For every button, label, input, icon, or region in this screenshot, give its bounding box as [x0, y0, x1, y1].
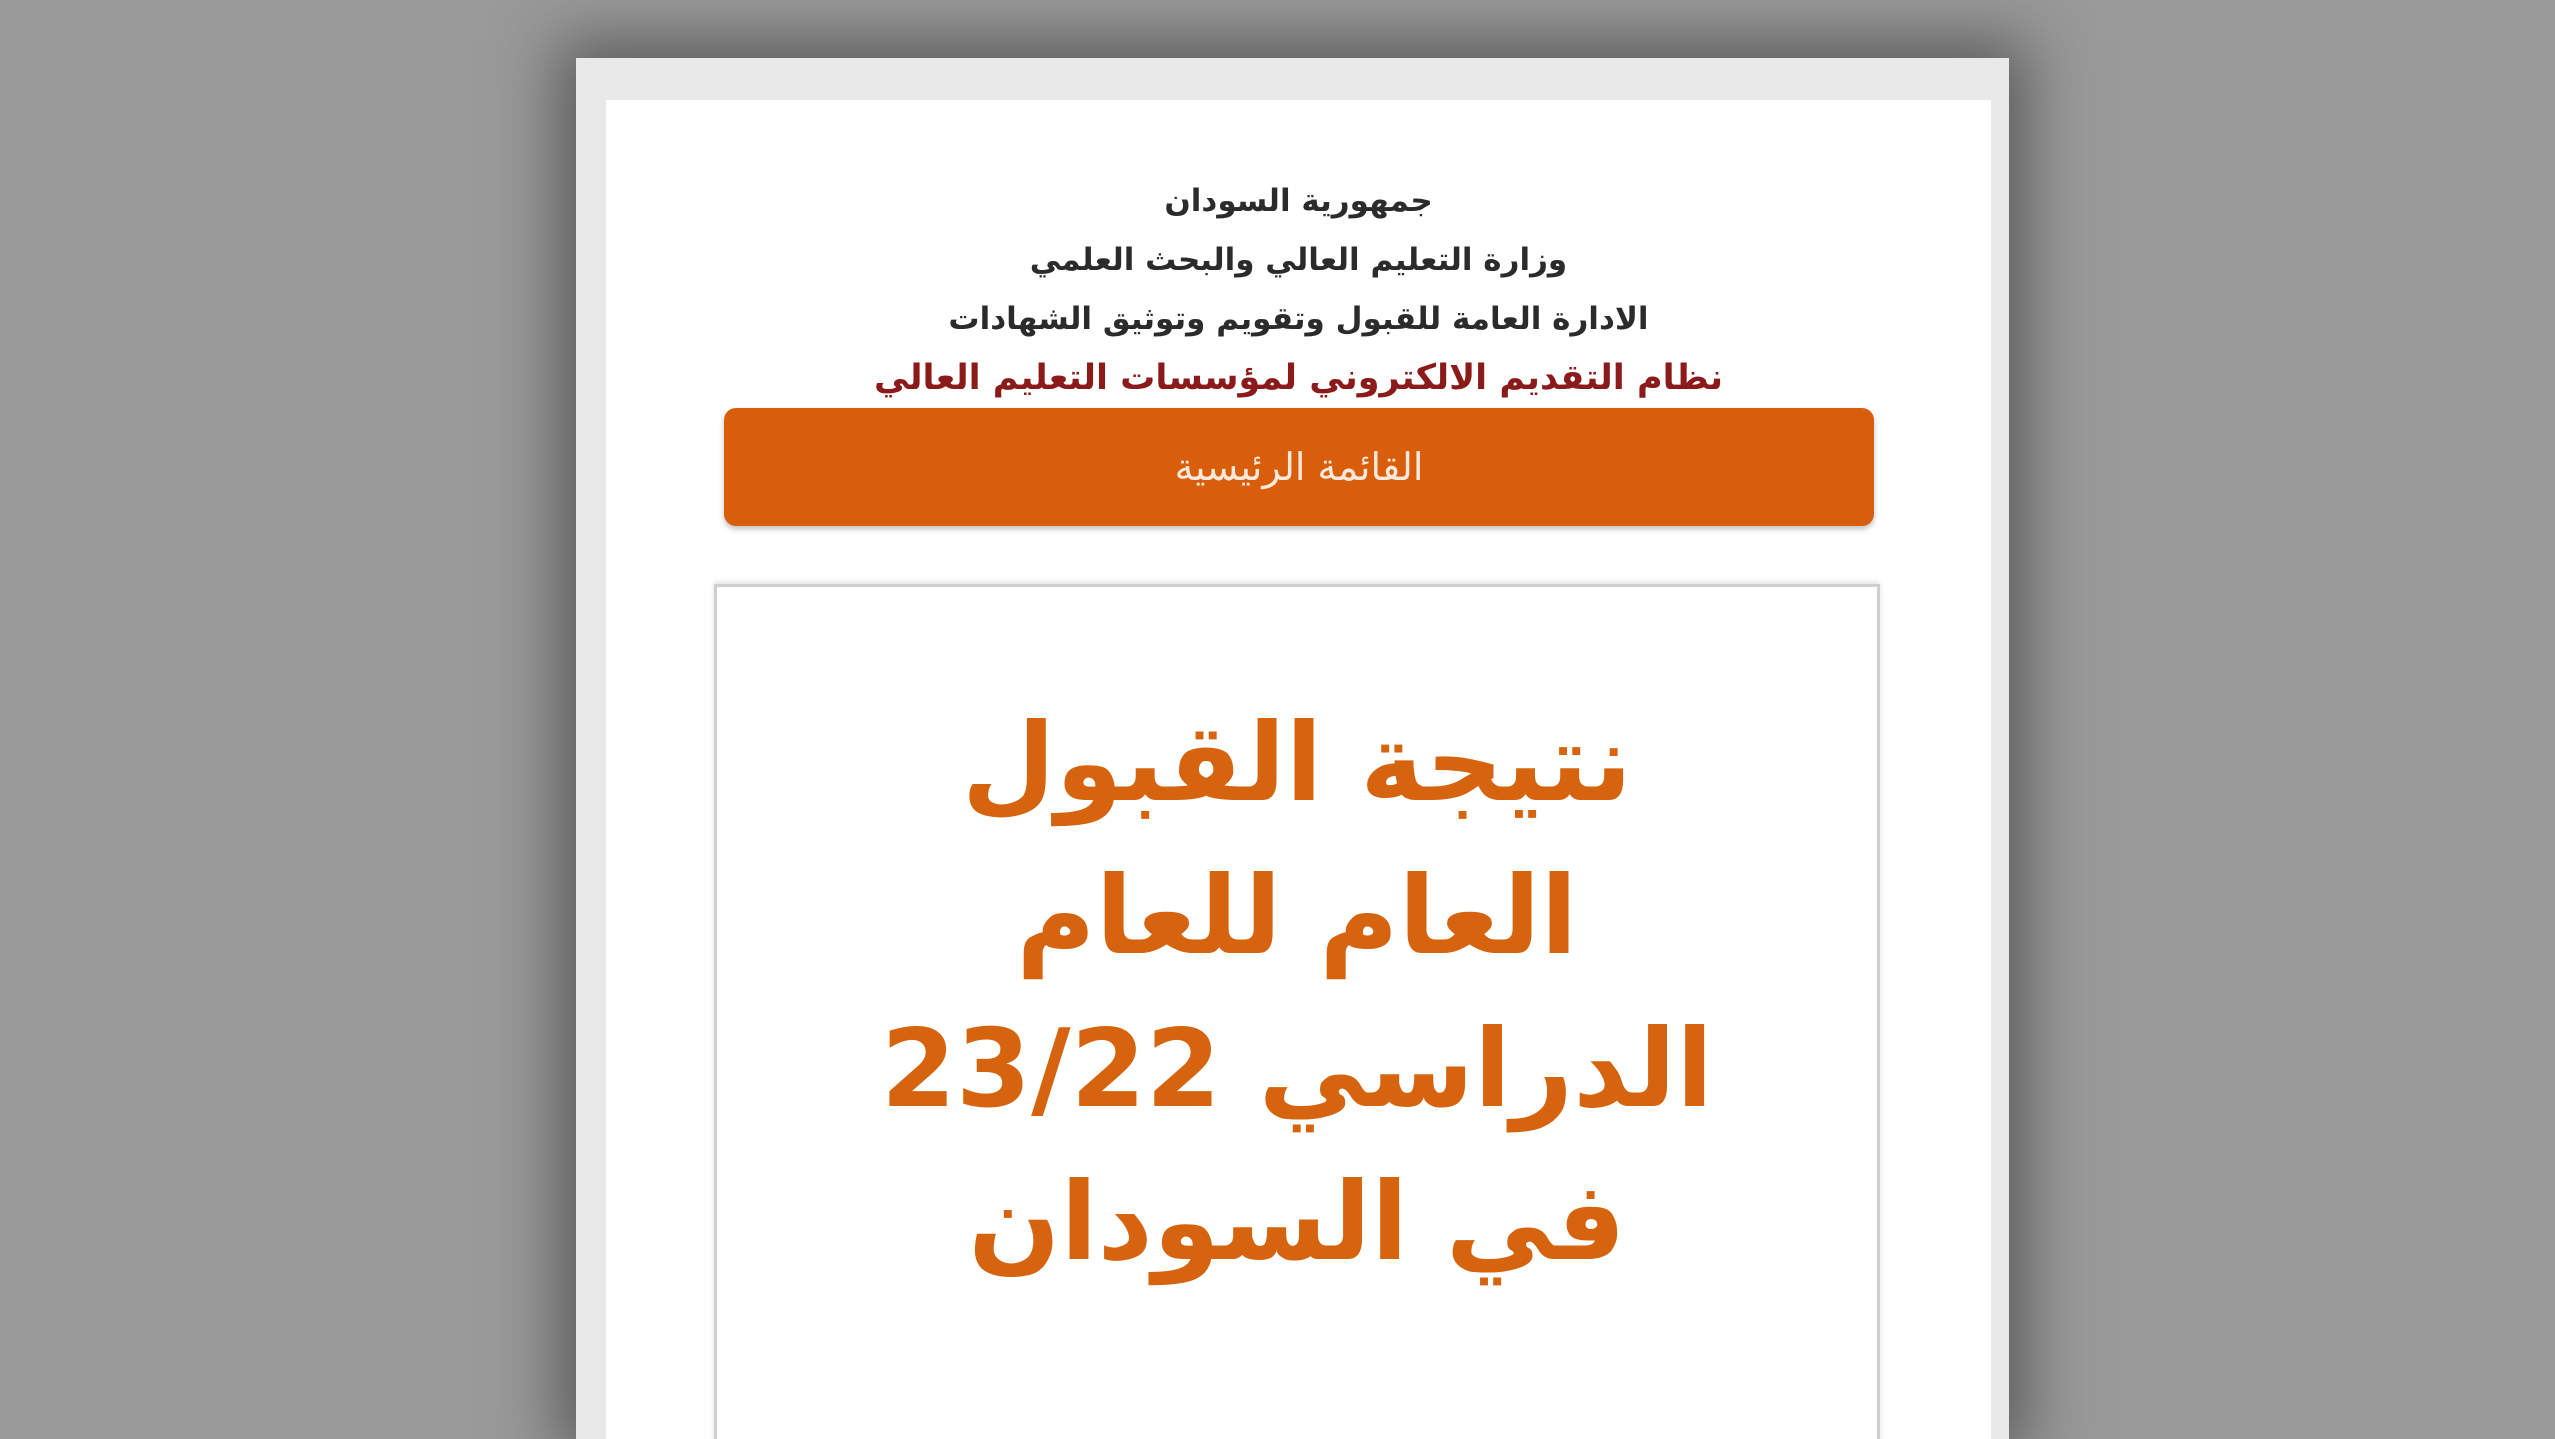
- page-sheet: [606, 100, 1991, 1439]
- result-heading-line: نتيجة القبول: [961, 701, 1633, 826]
- result-heading-line: في السودان: [968, 1160, 1626, 1285]
- result-heading-line: العام للعام: [1016, 854, 1578, 979]
- system-name: نظام التقديم الالكتروني لمؤسسات التعليم العالي: [874, 358, 1723, 398]
- ministry-name: وزارة التعليم العالي والبحث العلمي: [1029, 242, 1568, 278]
- result-heading: [717, 687, 1877, 1299]
- result-heading-line: الدراسي 23/22: [880, 1007, 1714, 1132]
- official-header: [606, 172, 1991, 408]
- page-frame: [576, 58, 2009, 1439]
- directorate-name: الادارة العامة للقبول وتقويم وتوثيق الشهادات: [948, 301, 1649, 337]
- main-menu-button[interactable]: القائمة الرئيسية: [724, 408, 1874, 526]
- content-card: [714, 584, 1880, 1439]
- country-name: جمهورية السودان: [1164, 183, 1433, 219]
